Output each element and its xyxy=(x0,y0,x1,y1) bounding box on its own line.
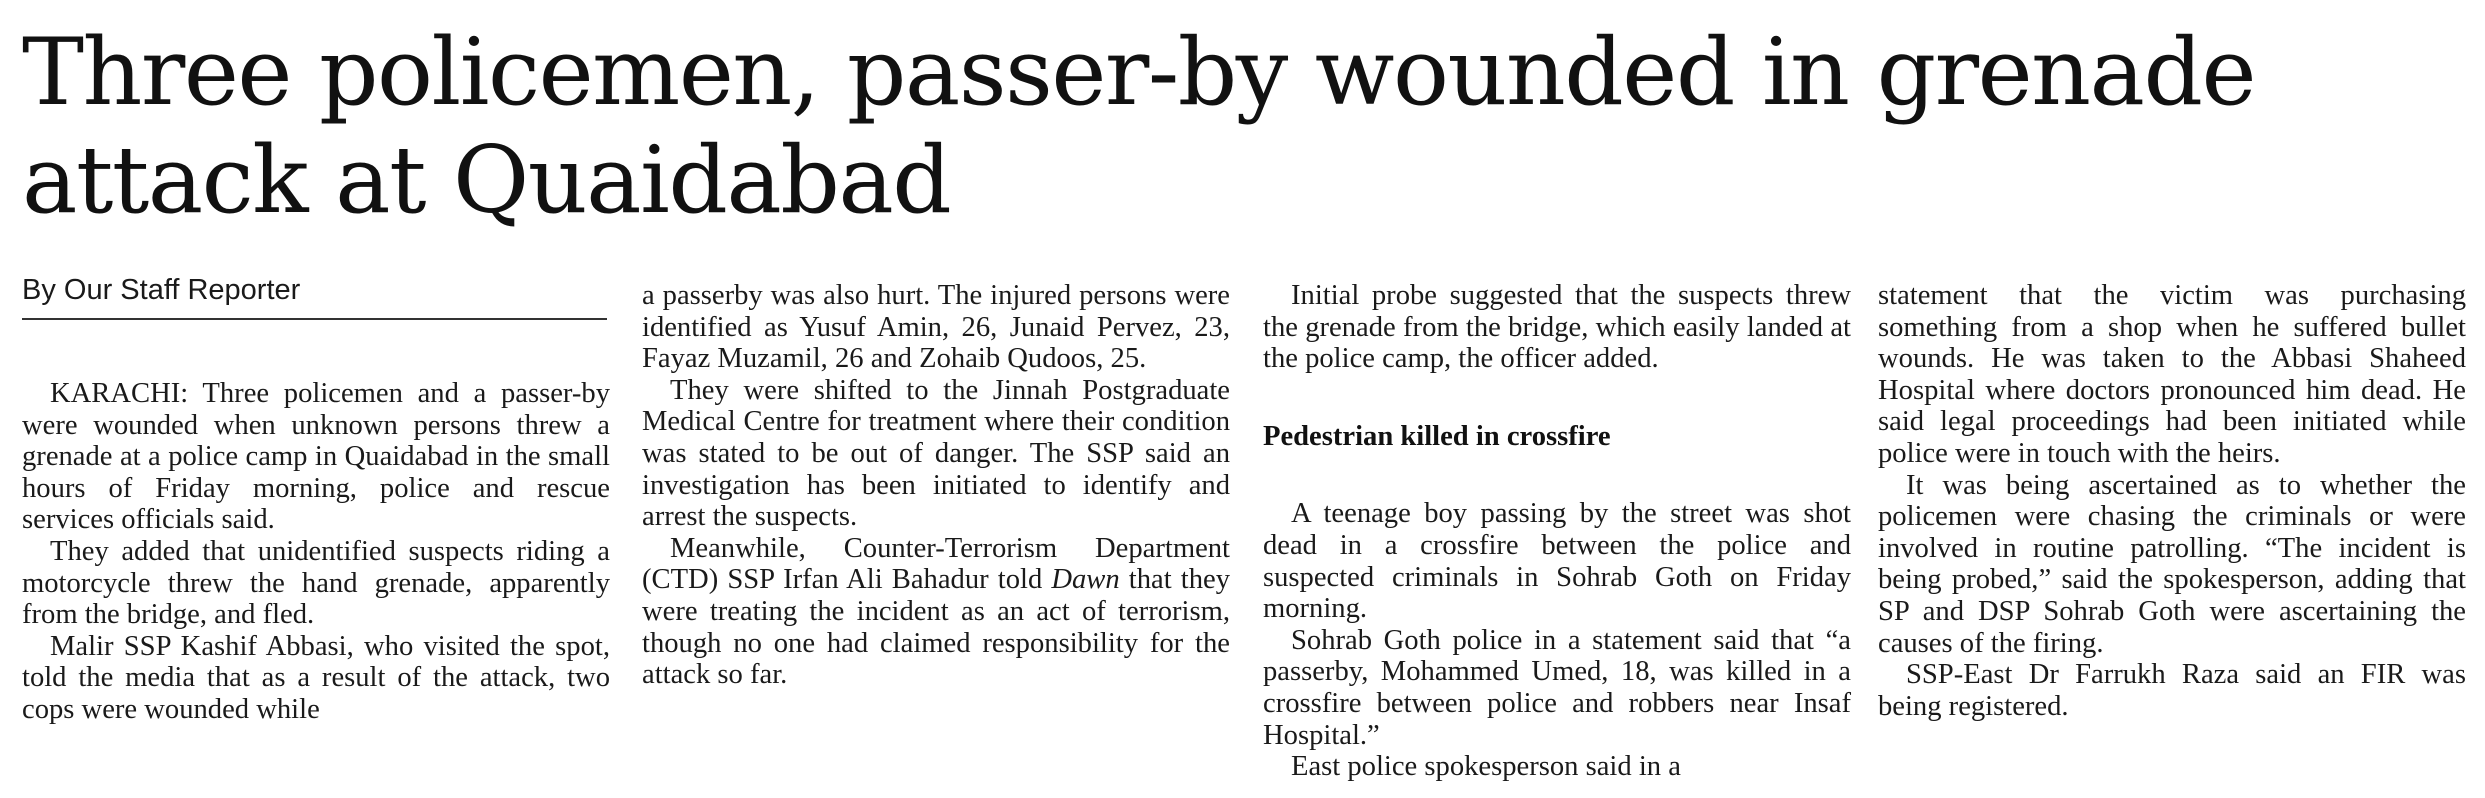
paragraph: Initial probe suggested that the suspects threw the grenade from the bridge, which easily landed at the police camp, the officer added. xyxy=(1263,280,1851,375)
paragraph: Malir SSP Kashif Abbasi, who visited the spot, told the media that as a result of the attack, two cops were wounded while xyxy=(22,630,610,725)
paragraph: Sohrab Goth police in a statement said that “a passerby, Mohammed Umed, 18, was killed in a crossfire between police and robbers near Insaf Hospital.” xyxy=(1263,624,1851,751)
paragraph: SSP-East Dr Farrukh Raza said an FIR was being registered. xyxy=(1878,659,2466,722)
paragraph: They were shifted to the Jinnah Postgraduate Medical Centre for treatment where their condition was stated to be out of danger. The SSP said an investigation has been initiated to identify and arrest the suspects. xyxy=(642,374,1230,533)
paragraph-text: that they were treating the incident as an act of terrorism, though no one had claimed responsibility for the attack so far. xyxy=(642,564,1231,691)
subheading: Pedestrian killed in crossfire xyxy=(1263,420,1611,452)
byline: By Our Staff Reporter xyxy=(22,270,607,320)
paragraph: KARACHI: Three policemen and a passer-by were wounded when unknown persons threw a grenade at a police camp in Quaidabad in the small hours of Friday morning, police and rescue services officials said. xyxy=(22,378,610,536)
paragraph: statement that the victim was purchasing something from a shop when he suffered bullet wounds. He was taken to the Abbasi Shaheed Hospital where doctors pronounced him dead. He said legal proceedings had been initiated while police were in touch with the heirs. xyxy=(1878,280,2466,469)
paragraph: East police spokesperson said in a xyxy=(1291,751,1681,783)
paragraph-text: Meanwhile, Counter-Terrorism Department (CTD) SSP Irfan Ali Bahadur told xyxy=(642,532,1230,596)
paragraph: They added that unidentified suspects riding a motorcycle threw the hand grenade, apparently from the bridge, and fled. xyxy=(22,535,610,631)
paragraph: a passerby was also hurt. The injured persons were identified as Yusuf Amin, 26, Junaid Pervez, 23, Fayaz Muzamil, 26 and Zohaib Qudoos, 25. xyxy=(642,280,1230,375)
paragraph: A teenage boy passing by the street was shot dead in a crossfire between the police and suspected criminals in Sohrab Goth on Friday morning. xyxy=(1263,498,1851,625)
article-column-1 xyxy=(22,378,610,726)
paragraph: It was being ascertained as to whether the policemen were chasing the criminals or were involved in routine patrolling. “The incident is being probed,” said the spokesperson, adding that SP and DSP Sohrab Goth were ascertaining the causes of the firing. xyxy=(1878,469,2466,659)
article-column-4 xyxy=(1878,280,2466,722)
headline: Three policemen, passer-by wounded in grenade attack at Quaidabad xyxy=(22,18,2256,234)
paragraph xyxy=(642,533,1230,691)
article-column-3 xyxy=(1263,280,1851,783)
article-column-2 xyxy=(642,280,1230,691)
newspaper-name: Dawn xyxy=(1051,564,1120,596)
